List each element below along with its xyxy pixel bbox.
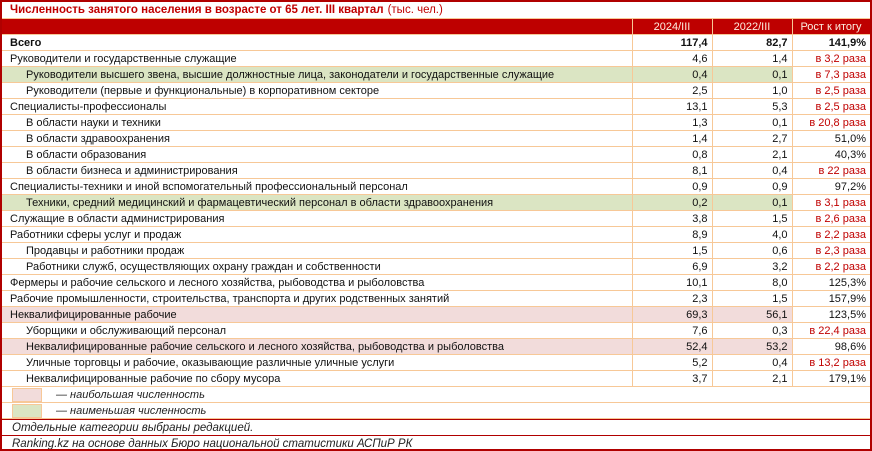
growth-cell: в 2,2 раза	[792, 227, 870, 243]
header-cell-2024: 2024/III	[632, 19, 712, 35]
editorial-note-text: Отдельные категории выбраны редакцией.	[12, 421, 254, 434]
value-cell: 2,7	[712, 131, 792, 147]
table-row	[2, 179, 870, 195]
value-cell: 2,1	[712, 147, 792, 163]
category-cell: Неквалифицированные рабочие по сбору мусора	[2, 371, 632, 387]
value-cell: 0,1	[712, 195, 792, 211]
legend-item-lowest	[2, 403, 870, 419]
table-row	[2, 51, 870, 67]
value-cell: 0,9	[712, 179, 792, 195]
source-note-text: Ranking.kz на основе данных Бюро национальной статистики АСПиР РК	[12, 437, 413, 450]
category-cell: Руководители (первые и функциональные) в корпоративном секторе	[2, 83, 632, 99]
value-cell: 1,4	[632, 131, 712, 147]
growth-cell: в 2,3 раза	[792, 243, 870, 259]
value-cell: 82,7	[712, 35, 792, 51]
table-row	[2, 67, 870, 83]
value-cell: 0,9	[632, 179, 712, 195]
value-cell: 69,3	[632, 307, 712, 323]
legend-swatch-pink	[12, 388, 42, 402]
category-cell: Работники сферы услуг и продаж	[2, 227, 632, 243]
header-cell-2022: 2022/III	[712, 19, 792, 35]
growth-cell: 97,2%	[792, 179, 870, 195]
table-row	[2, 291, 870, 307]
data-table	[2, 18, 871, 387]
value-cell: 1,4	[712, 51, 792, 67]
title-text: Численность занятого населения в возрасте от 65 лет. III квартал	[10, 4, 384, 16]
category-cell: Неквалифицированные рабочие сельского и лесного хозяйства, рыбоводства и рыболовства	[2, 339, 632, 355]
value-cell: 117,4	[632, 35, 712, 51]
category-cell: В области бизнеса и администрирования	[2, 163, 632, 179]
growth-cell: в 20,8 раза	[792, 115, 870, 131]
growth-cell: в 3,2 раза	[792, 51, 870, 67]
value-cell: 3,2	[712, 259, 792, 275]
growth-cell: в 2,6 раза	[792, 211, 870, 227]
value-cell: 6,9	[632, 259, 712, 275]
table-row	[2, 355, 870, 371]
category-cell: Уличные торговцы и рабочие, оказывающие различные уличные услуги	[2, 355, 632, 371]
value-cell: 1,5	[632, 243, 712, 259]
table-row	[2, 35, 870, 51]
growth-cell: в 2,2 раза	[792, 259, 870, 275]
category-cell: Руководители высшего звена, высшие должностные лица, законодатели и государственные служащие	[2, 67, 632, 83]
value-cell: 52,4	[632, 339, 712, 355]
table-row	[2, 115, 870, 131]
table-row	[2, 275, 870, 291]
table-row	[2, 371, 870, 387]
growth-cell: в 2,5 раза	[792, 83, 870, 99]
category-cell: В области науки и техники	[2, 115, 632, 131]
growth-cell: 51,0%	[792, 131, 870, 147]
category-cell: Руководители и государственные служащие	[2, 51, 632, 67]
value-cell: 1,0	[712, 83, 792, 99]
value-cell: 8,1	[632, 163, 712, 179]
growth-cell: 123,5%	[792, 307, 870, 323]
growth-cell: 141,9%	[792, 35, 870, 51]
growth-cell: 125,3%	[792, 275, 870, 291]
growth-cell: 98,6%	[792, 339, 870, 355]
legend-item-highest	[2, 387, 870, 403]
value-cell: 56,1	[712, 307, 792, 323]
legend-label-highest: — наибольшая численность	[56, 388, 205, 401]
table-row	[2, 83, 870, 99]
table-row	[2, 323, 870, 339]
table-row	[2, 307, 870, 323]
table-row	[2, 227, 870, 243]
value-cell: 3,8	[632, 211, 712, 227]
value-cell: 5,3	[712, 99, 792, 115]
value-cell: 4,0	[712, 227, 792, 243]
value-cell: 13,1	[632, 99, 712, 115]
value-cell: 1,5	[712, 211, 792, 227]
value-cell: 0,6	[712, 243, 792, 259]
growth-cell: в 7,3 раза	[792, 67, 870, 83]
legend-swatch-green	[12, 404, 42, 418]
growth-cell: в 22,4 раза	[792, 323, 870, 339]
header-cell-category	[2, 19, 632, 35]
category-cell: Всего	[2, 35, 632, 51]
table-row	[2, 163, 870, 179]
category-cell: Неквалифицированные рабочие	[2, 307, 632, 323]
value-cell: 8,9	[632, 227, 712, 243]
growth-cell: в 2,5 раза	[792, 99, 870, 115]
value-cell: 2,1	[712, 371, 792, 387]
source-note	[2, 435, 870, 451]
category-cell: В области здравоохранения	[2, 131, 632, 147]
value-cell: 10,1	[632, 275, 712, 291]
category-cell: Специалисты-профессионалы	[2, 99, 632, 115]
value-cell: 1,5	[712, 291, 792, 307]
value-cell: 2,5	[632, 83, 712, 99]
editorial-note	[2, 419, 870, 435]
category-cell: Специалисты-техники и иной вспомогательный профессиональный персонал	[2, 179, 632, 195]
category-cell: Служащие в области администрирования	[2, 211, 632, 227]
table-row	[2, 211, 870, 227]
value-cell: 53,2	[712, 339, 792, 355]
growth-cell: 40,3%	[792, 147, 870, 163]
category-cell: Техники, средний медицинский и фармацевтический персонал в области здравоохранения	[2, 195, 632, 211]
value-cell: 4,6	[632, 51, 712, 67]
page-title	[2, 2, 870, 18]
value-cell: 0,8	[632, 147, 712, 163]
category-cell: Фермеры и рабочие сельского и лесного хозяйства, рыбоводства и рыболовства	[2, 275, 632, 291]
header-cell-growth: Рост к итогу	[792, 19, 870, 35]
growth-cell: в 3,1 раза	[792, 195, 870, 211]
growth-cell: 157,9%	[792, 291, 870, 307]
value-cell: 0,4	[712, 355, 792, 371]
value-cell: 0,3	[712, 323, 792, 339]
value-cell: 8,0	[712, 275, 792, 291]
category-cell: Уборщики и обслуживающий персонал	[2, 323, 632, 339]
table-row	[2, 147, 870, 163]
category-cell: Работники служб, осуществляющих охрану граждан и собственности	[2, 259, 632, 275]
value-cell: 7,6	[632, 323, 712, 339]
value-cell: 5,2	[632, 355, 712, 371]
category-cell: В области образования	[2, 147, 632, 163]
value-cell: 1,3	[632, 115, 712, 131]
category-cell: Рабочие промышленности, строительства, транспорта и других родственных занятий	[2, 291, 632, 307]
category-cell: Продавцы и работники продаж	[2, 243, 632, 259]
table-row	[2, 131, 870, 147]
value-cell: 0,1	[712, 115, 792, 131]
table-row	[2, 195, 870, 211]
table-header	[2, 19, 870, 35]
table-row	[2, 99, 870, 115]
growth-cell: в 13,2 раза	[792, 355, 870, 371]
title-units: (тыс. чел.)	[387, 4, 443, 16]
value-cell: 0,1	[712, 67, 792, 83]
value-cell: 0,2	[632, 195, 712, 211]
legend-label-lowest: — наименьшая численность	[56, 404, 207, 417]
growth-cell: в 22 раза	[792, 163, 870, 179]
table-row	[2, 243, 870, 259]
header-row	[2, 19, 870, 35]
value-cell: 3,7	[632, 371, 712, 387]
value-cell: 0,4	[632, 67, 712, 83]
value-cell: 0,4	[712, 163, 792, 179]
table-body	[2, 35, 870, 387]
table-row	[2, 259, 870, 275]
growth-cell: 179,1%	[792, 371, 870, 387]
value-cell: 2,3	[632, 291, 712, 307]
table-row	[2, 339, 870, 355]
